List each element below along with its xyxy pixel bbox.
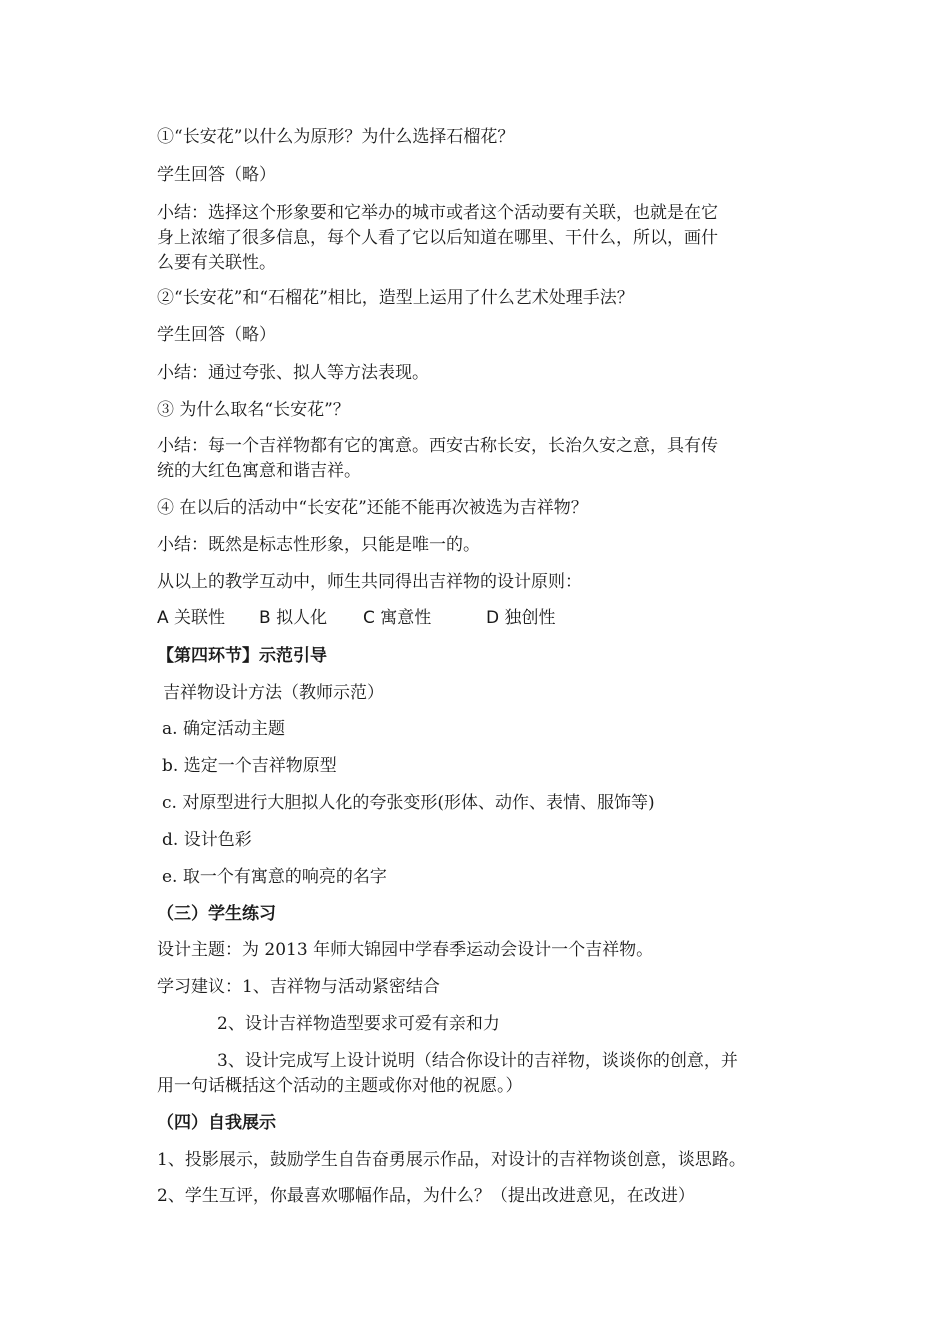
question-2: ②“长安花”和“石榴花”相比，造型上运用了什么艺术处理手法？ (157, 288, 634, 308)
design-theme: 设计主题：为 2013 年师大锦园中学春季运动会设计一个吉祥物。 (157, 940, 654, 960)
show-item-2: 2、学生互评，你最喜欢哪幅作品，为什么？（提出改进意见，在改进） (157, 1186, 695, 1206)
advice-3-line-2: 用一句话概括这个活动的主题或你对他的祝愿。） (157, 1076, 523, 1096)
show-heading: （四）自我展示 (157, 1113, 276, 1133)
principle-item: A 关联性 (157, 608, 226, 628)
method-title: 吉祥物设计方法（教师示范） (163, 683, 384, 703)
summary-3-line-2: 统的大红色寓意和谐吉祥。 (157, 461, 361, 481)
advice-1: 学习建议：1、吉祥物与活动紧密结合 (157, 977, 440, 997)
question-1: ①“长安花”以什么为原形？为什么选择石榴花？ (157, 127, 515, 147)
summary-3-line-1: 小结：每一个吉祥物都有它的寓意。西安古称长安，长治久安之意，具有传 (157, 436, 718, 456)
principles-intro: 从以上的教学互动中，师生共同得出吉祥物的设计原则： (157, 572, 582, 592)
principle-item: D 独创性 (486, 608, 556, 628)
summary-4: 小结：既然是标志性形象，只能是唯一的。 (157, 535, 480, 555)
step-item-c: c. 对原型进行大胆拟人化的夸张变形(形体、动作、表情、服饰等) (162, 793, 655, 813)
principles-list (157, 606, 556, 630)
principle-item: B 拟人化 (259, 608, 328, 628)
question-4: ④ 在以后的活动中“长安花”还能不能再次被选为吉祥物？ (157, 498, 588, 518)
step-item-a: a. 确定活动主题 (162, 719, 285, 739)
section-4-heading: 【第四环节】示范引导 (157, 646, 327, 666)
question-3: ③ 为什么取名“长安花”？ (157, 400, 350, 420)
summary-1-line-2: 身上浓缩了很多信息，每个人看了它以后知道在哪里、干什么，所以，画什 (157, 228, 718, 248)
show-item-1: 1、投影展示，鼓励学生自告奋勇展示作品，对设计的吉祥物谈创意，谈思路。 (157, 1150, 746, 1170)
advice-3-line-1: 3、设计完成写上设计说明（结合你设计的吉祥物，谈谈你的创意，并 (217, 1051, 738, 1071)
practice-heading: （三）学生练习 (157, 904, 276, 924)
summary-2: 小结：通过夸张、拟人等方法表现。 (157, 363, 429, 383)
summary-1-line-3: 么要有关联性。 (157, 253, 276, 273)
summary-1-line-1: 小结：选择这个形象要和它举办的城市或者这个活动要有关联，也就是在它 (157, 203, 718, 223)
answer-2: 学生回答（略） (157, 325, 276, 345)
step-item-e: e. 取一个有寓意的响亮的名字 (162, 867, 387, 887)
answer-1: 学生回答（略） (157, 165, 276, 185)
principle-item: C 寓意性 (363, 608, 432, 628)
step-item-d: d. 设计色彩 (162, 830, 252, 850)
step-item-b: b. 选定一个吉祥物原型 (162, 756, 337, 776)
advice-2: 2、设计吉祥物造型要求可爱有亲和力 (217, 1014, 500, 1034)
